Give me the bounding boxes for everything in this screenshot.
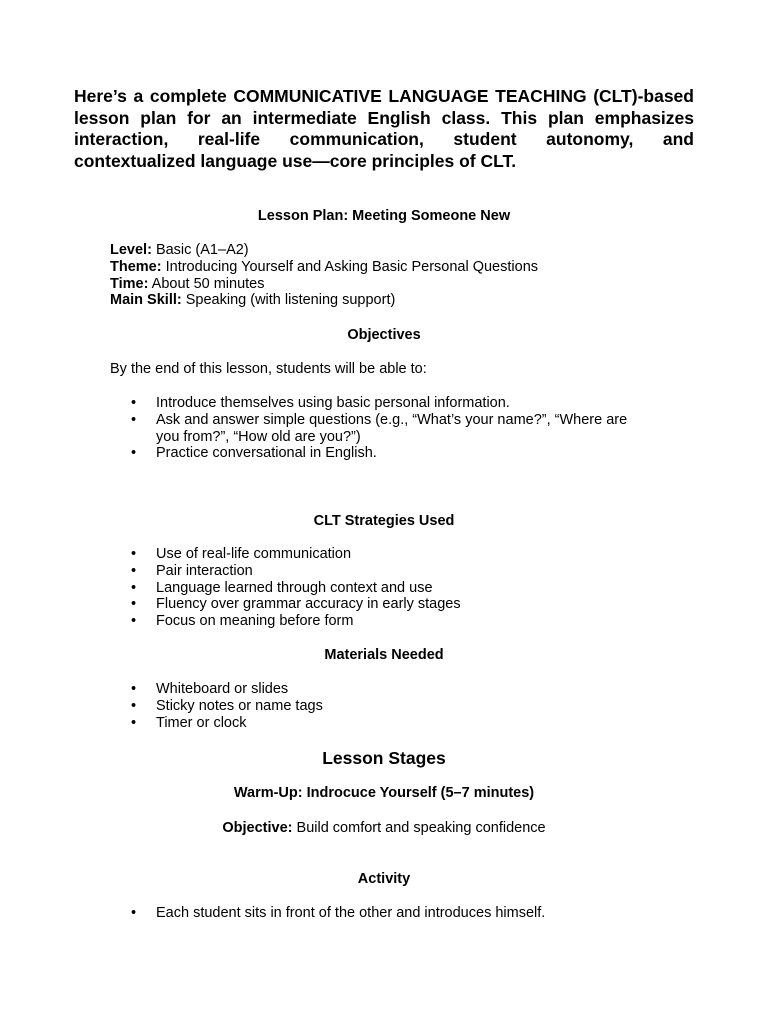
objectives-list <box>0 395 700 462</box>
list-item: • Practice conversational in English. <box>131 445 377 462</box>
objective-label: Objective: <box>222 820 293 836</box>
field-main-skill <box>110 292 538 309</box>
intro-paragraph: Here’s a complete COMMUNICATIVE LANGUAGE TEACHING (CLT)-based lesson plan for an intermediate English class. This plan emphasizes interaction, real-life communication, student autonomy, and contextualized language use—core principles of CLT. <box>74 86 694 171</box>
objectives-heading: Objectives <box>347 327 421 343</box>
list-item: • Focus on meaning before form <box>131 613 354 630</box>
field-theme <box>110 259 538 276</box>
field-time <box>110 276 538 293</box>
field-value: Basic (A1–A2) <box>151 242 249 258</box>
field-label: Level: <box>110 242 152 258</box>
lesson-stages-heading: Lesson Stages <box>322 748 446 768</box>
strategies-heading: CLT Strategies Used <box>313 513 455 529</box>
field-level <box>110 242 538 259</box>
list-item: • Introduce themselves using basic personal information. <box>131 395 510 411</box>
bullet-icon: • <box>131 681 137 697</box>
field-label: Main Skill: <box>110 292 182 309</box>
list-item: • Pair interaction <box>131 562 253 579</box>
bullet-icon: • <box>131 714 137 731</box>
bullet-icon: • <box>131 697 137 714</box>
bullet-icon: • <box>131 596 137 613</box>
field-value: Speaking (with listening support) <box>181 292 396 309</box>
lesson-title: Lesson Plan: Meeting Someone New <box>257 208 511 224</box>
activity-list <box>0 905 700 922</box>
bullet-icon: • <box>131 562 137 579</box>
lesson-details <box>110 242 538 309</box>
bullet-icon: • <box>131 613 137 630</box>
list-item: • Fluency over grammar accuracy in early stages <box>131 596 461 613</box>
list-item: • Ask and answer simple questions (e.g., “What’s your name?”, “Where are you from?”, “How old are you?”) <box>131 411 628 445</box>
field-value: Introducing Yourself and Asking Basic Personal Questions <box>161 258 539 275</box>
warmup-heading: Warm-Up: Indrocuce Yourself (5–7 minutes) <box>233 785 535 801</box>
list-item: • Timer or clock <box>131 714 247 731</box>
bullet-icon: • <box>131 411 137 428</box>
bullet-icon: • <box>131 395 137 411</box>
bullet-icon: • <box>131 445 137 462</box>
strategies-list <box>0 546 700 630</box>
list-item: • Each student sits in front of the other and introduces himself. <box>131 905 546 921</box>
list-item: • Whiteboard or slides <box>131 681 289 697</box>
bullet-icon: • <box>131 905 137 921</box>
materials-list <box>0 681 700 731</box>
warmup-objective <box>0 820 768 836</box>
field-value: About 50 minutes <box>148 275 265 292</box>
field-label: Time: <box>110 275 149 292</box>
list-item: • Language learned through context and use <box>131 579 433 596</box>
list-item: • Sticky notes or name tags <box>131 697 323 714</box>
list-item: • Use of real-life communication <box>131 546 352 562</box>
activity-heading: Activity <box>357 871 411 887</box>
field-label: Theme: <box>110 258 162 275</box>
objectives-lead: By the end of this lesson, students will be able to: <box>110 361 427 377</box>
objective-value: Build comfort and speaking confidence <box>292 820 546 836</box>
bullet-icon: • <box>131 546 137 562</box>
bullet-icon: • <box>131 579 137 596</box>
materials-heading: Materials Needed <box>324 647 444 663</box>
